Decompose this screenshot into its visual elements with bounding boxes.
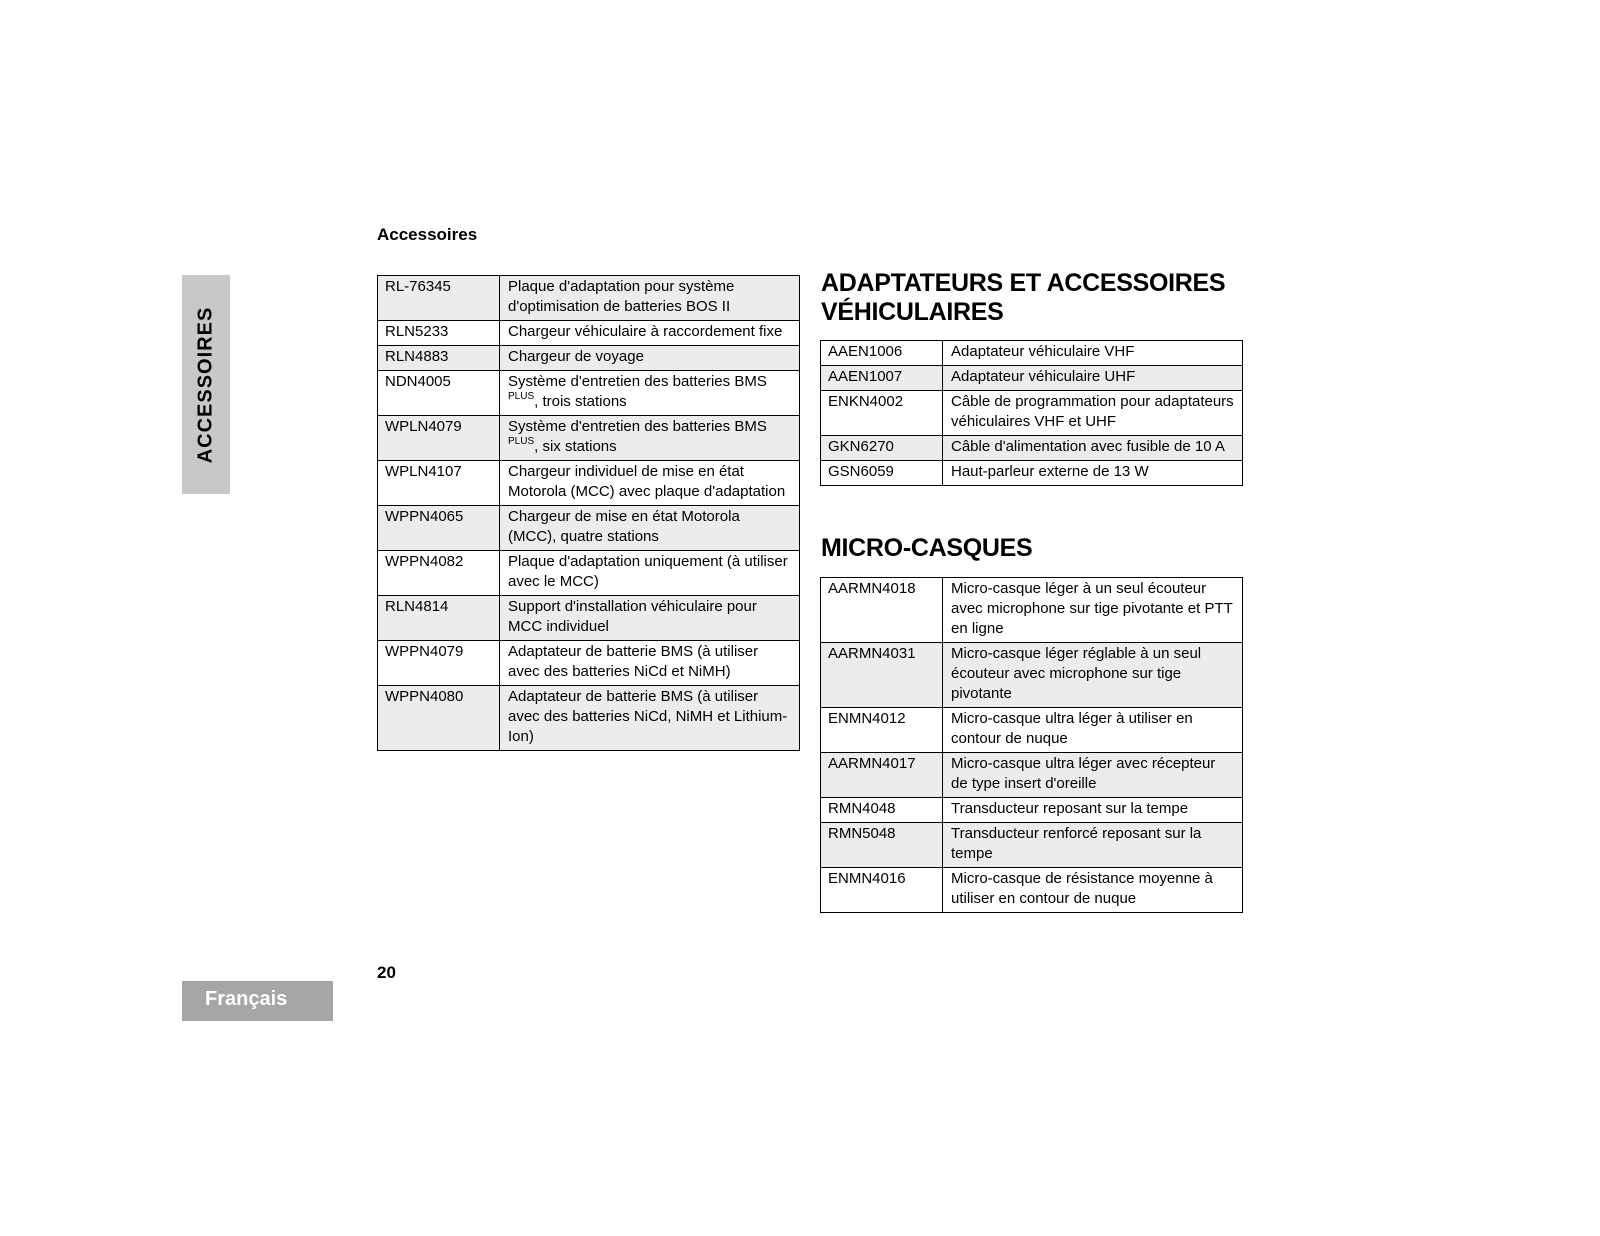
part-number: RLN5233 [378, 321, 500, 346]
table-row [378, 641, 800, 686]
table-row [378, 371, 800, 416]
table-row [821, 341, 1243, 366]
part-description: Micro-casque ultra léger avec récepteur de type insert d'oreille [943, 753, 1243, 798]
part-description: Micro-casque léger à un seul écouteur avec microphone sur tige pivotante et PTT en ligne [943, 578, 1243, 643]
part-number: WPLN4079 [378, 416, 500, 461]
vehicular-section-title: ADAPTATEURS ET ACCESSOIRES VÉHICULAIRES [821, 269, 1226, 326]
table-row [378, 461, 800, 506]
part-description [500, 371, 800, 416]
part-number: ENKN4002 [821, 391, 943, 436]
part-description: Support d'installation véhiculaire pour MCC individuel [500, 596, 800, 641]
table-row [378, 506, 800, 551]
part-number: GSN6059 [821, 461, 943, 486]
table-row [821, 578, 1243, 643]
part-number: AARMN4031 [821, 643, 943, 708]
table-row [821, 366, 1243, 391]
table-row [821, 461, 1243, 486]
table-row [821, 753, 1243, 798]
vehicular-accessories-table [820, 340, 1243, 486]
part-number: ENMN4012 [821, 708, 943, 753]
part-description: Chargeur individuel de mise en état Motorola (MCC) avec plaque d'adaptation [500, 461, 800, 506]
headsets-table [820, 577, 1243, 913]
part-number: WPLN4107 [378, 461, 500, 506]
table-row [378, 276, 800, 321]
side-section-tab [182, 275, 230, 494]
part-description: Micro-casque ultra léger à utiliser en contour de nuque [943, 708, 1243, 753]
part-number: RLN4883 [378, 346, 500, 371]
part-number: AARMN4018 [821, 578, 943, 643]
part-number: RMN5048 [821, 823, 943, 868]
table-row [821, 436, 1243, 461]
description-text: Système d'entretien des batteries BMS [508, 373, 767, 390]
table-row [378, 551, 800, 596]
part-description: Chargeur de voyage [500, 346, 800, 371]
table-row [821, 708, 1243, 753]
description-text: , six stations [534, 438, 617, 455]
part-number: WPPN4065 [378, 506, 500, 551]
running-header: Accessoires [377, 225, 478, 244]
part-number: WPPN4082 [378, 551, 500, 596]
part-description: Plaque d'adaptation uniquement (à utiliser avec le MCC) [500, 551, 800, 596]
part-number: AAEN1007 [821, 366, 943, 391]
description-text: Système d'entretien des batteries BMS [508, 418, 767, 435]
part-number: WPPN4080 [378, 686, 500, 751]
part-number: RMN4048 [821, 798, 943, 823]
table-row [821, 391, 1243, 436]
part-number: AARMN4017 [821, 753, 943, 798]
part-description: Chargeur de mise en état Motorola (MCC), quatre stations [500, 506, 800, 551]
part-number: RL-76345 [378, 276, 500, 321]
part-description: Câble d'alimentation avec fusible de 10 A [943, 436, 1243, 461]
table-row [821, 643, 1243, 708]
table-row [821, 798, 1243, 823]
part-description: Adaptateur véhiculaire VHF [943, 341, 1243, 366]
table-row [378, 596, 800, 641]
plus-superscript: PLUS [508, 391, 535, 402]
table-row [378, 416, 800, 461]
part-number: GKN6270 [821, 436, 943, 461]
page-number: 20 [377, 963, 396, 982]
accessories-table [377, 275, 800, 751]
part-description: Haut-parleur externe de 13 W [943, 461, 1243, 486]
table-row [378, 686, 800, 751]
part-description: Transducteur renforcé reposant sur la tempe [943, 823, 1243, 868]
plus-superscript: PLUS [508, 436, 535, 447]
part-number: RLN4814 [378, 596, 500, 641]
part-description: Transducteur reposant sur la tempe [943, 798, 1243, 823]
part-description: Câble de programmation pour adaptateurs véhiculaires VHF et UHF [943, 391, 1243, 436]
side-tab-label: ACCESSOIRES [194, 306, 217, 464]
table-row [821, 868, 1243, 913]
part-number: NDN4005 [378, 371, 500, 416]
part-description: Adaptateur de batterie BMS (à utiliser avec des batteries NiCd, NiMH et Lithium-Ion) [500, 686, 800, 751]
part-description: Adaptateur de batterie BMS (à utiliser avec des batteries NiCd et NiMH) [500, 641, 800, 686]
part-description: Adaptateur véhiculaire UHF [943, 366, 1243, 391]
part-description: Plaque d'adaptation pour système d'optimisation de batteries BOS II [500, 276, 800, 321]
part-description: Micro-casque léger réglable à un seul écouteur avec microphone sur tige pivotante [943, 643, 1243, 708]
headsets-section-title: MICRO-CASQUES [821, 534, 1033, 562]
part-number: ENMN4016 [821, 868, 943, 913]
language-tab: Français [182, 981, 333, 1021]
part-number: AAEN1006 [821, 341, 943, 366]
part-description: Micro-casque de résistance moyenne à utiliser en contour de nuque [943, 868, 1243, 913]
table-row [378, 346, 800, 371]
description-text: , trois stations [534, 393, 627, 410]
part-number: WPPN4079 [378, 641, 500, 686]
table-row [821, 823, 1243, 868]
part-description: Chargeur véhiculaire à raccordement fixe [500, 321, 800, 346]
part-description [500, 416, 800, 461]
table-row [378, 321, 800, 346]
